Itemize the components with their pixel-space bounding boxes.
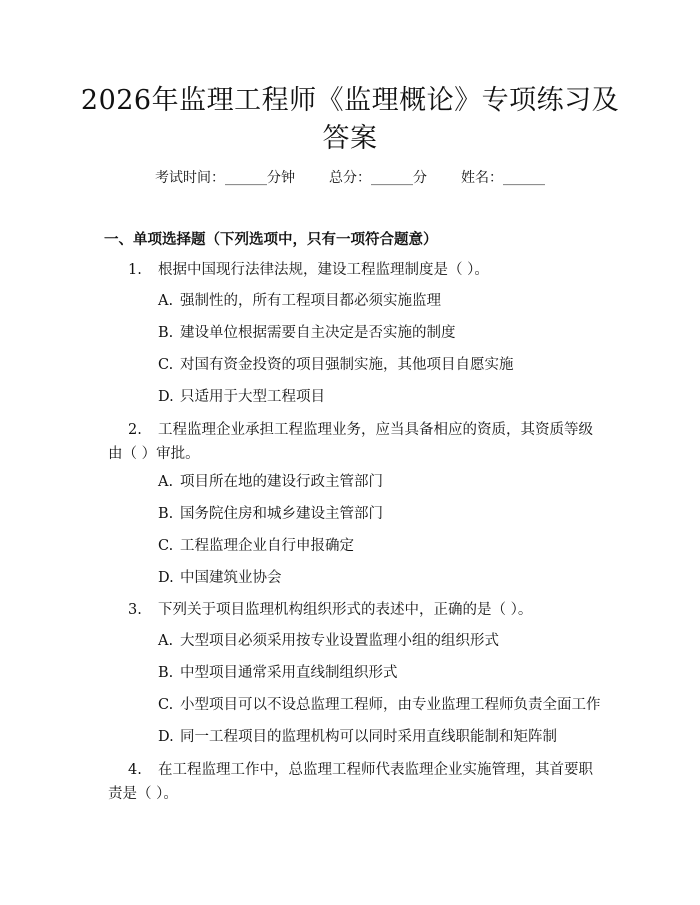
question-3-option-c [158,695,601,715]
question-number: 1. [128,262,142,278]
option-text: 建设单位根据需要自主决定是否实施的制度 [180,325,456,341]
option-letter: C. [158,697,174,713]
exam-meta [0,169,700,187]
option-text: 项目所在地的建设行政主管部门 [180,474,383,490]
total-score: 总分：______分 [329,170,427,186]
question-3 [108,598,600,622]
option-text: 只适用于大型工程项目 [180,389,325,405]
student-name: 姓名：______ [461,170,545,186]
option-text: 对国有资金投资的项目强制实施，其他项目自愿实施 [180,357,514,373]
option-text: 国务院住房和城乡建设主管部门 [180,506,383,522]
question-3-option-b [158,663,398,683]
option-letter: B. [158,325,174,341]
document-title [70,82,630,158]
question-number: 2. [128,422,142,438]
option-letter: A. [158,633,174,649]
option-text: 大型项目必须采用按专业设置监理小组的组织形式 [180,633,499,649]
question-3-option-a [158,631,499,651]
option-text: 强制性的，所有工程项目都必须实施监理 [180,293,441,309]
question-1 [108,258,600,282]
option-letter: C. [158,538,174,554]
question-2 [108,418,600,466]
question-1-option-c [158,355,514,375]
option-letter: B. [158,665,174,681]
option-letter: C. [158,357,174,373]
option-letter: A. [158,474,174,490]
option-text: 同一工程项目的监理机构可以同时采用直线职能制和矩阵制 [180,729,557,745]
question-2-option-d [158,568,282,588]
option-letter: D. [158,729,174,745]
option-text: 中国建筑业协会 [180,570,282,586]
option-letter: D. [158,570,174,586]
option-text: 工程监理企业自行申报确定 [180,538,354,554]
title-line-1: 2026年监理工程师《监理概论》专项练习及 [80,85,620,116]
question-1-option-b [158,323,456,343]
question-2-option-c [158,536,354,556]
exam-time: 考试时间：______分钟 [155,170,295,186]
option-letter: B. [158,506,174,522]
question-3-option-d [158,727,557,747]
question-text: 在工程监理工作中，总监理工程师代表监理企业实施管理，其首要职责是（ ）。 [108,762,593,802]
section-heading: 一、单项选择题（下列选项中，只有一项符合题意） [104,231,438,248]
question-2-option-b [158,504,383,524]
title-line-2: 答案 [322,123,378,154]
question-text: 下列关于项目监理机构组织形式的表述中，正确的是（ ）。 [158,602,533,618]
question-number: 4. [128,762,142,778]
option-text: 小型项目可以不设总监理工程师，由专业监理工程师负责全面工作 [180,697,601,713]
option-text: 中型项目通常采用直线制组织形式 [180,665,398,681]
option-letter: D. [158,389,174,405]
question-text: 工程监理企业承担工程监理业务，应当具备相应的资质，其资质等级由（ ）审批。 [108,422,593,462]
question-text: 根据中国现行法律法规，建设工程监理制度是（ ）。 [158,262,489,278]
question-4 [108,758,600,806]
option-letter: A. [158,293,174,309]
question-2-option-a [158,472,383,492]
question-1-option-d [158,387,325,407]
question-1-option-a [158,291,441,311]
question-number: 3. [128,602,142,618]
